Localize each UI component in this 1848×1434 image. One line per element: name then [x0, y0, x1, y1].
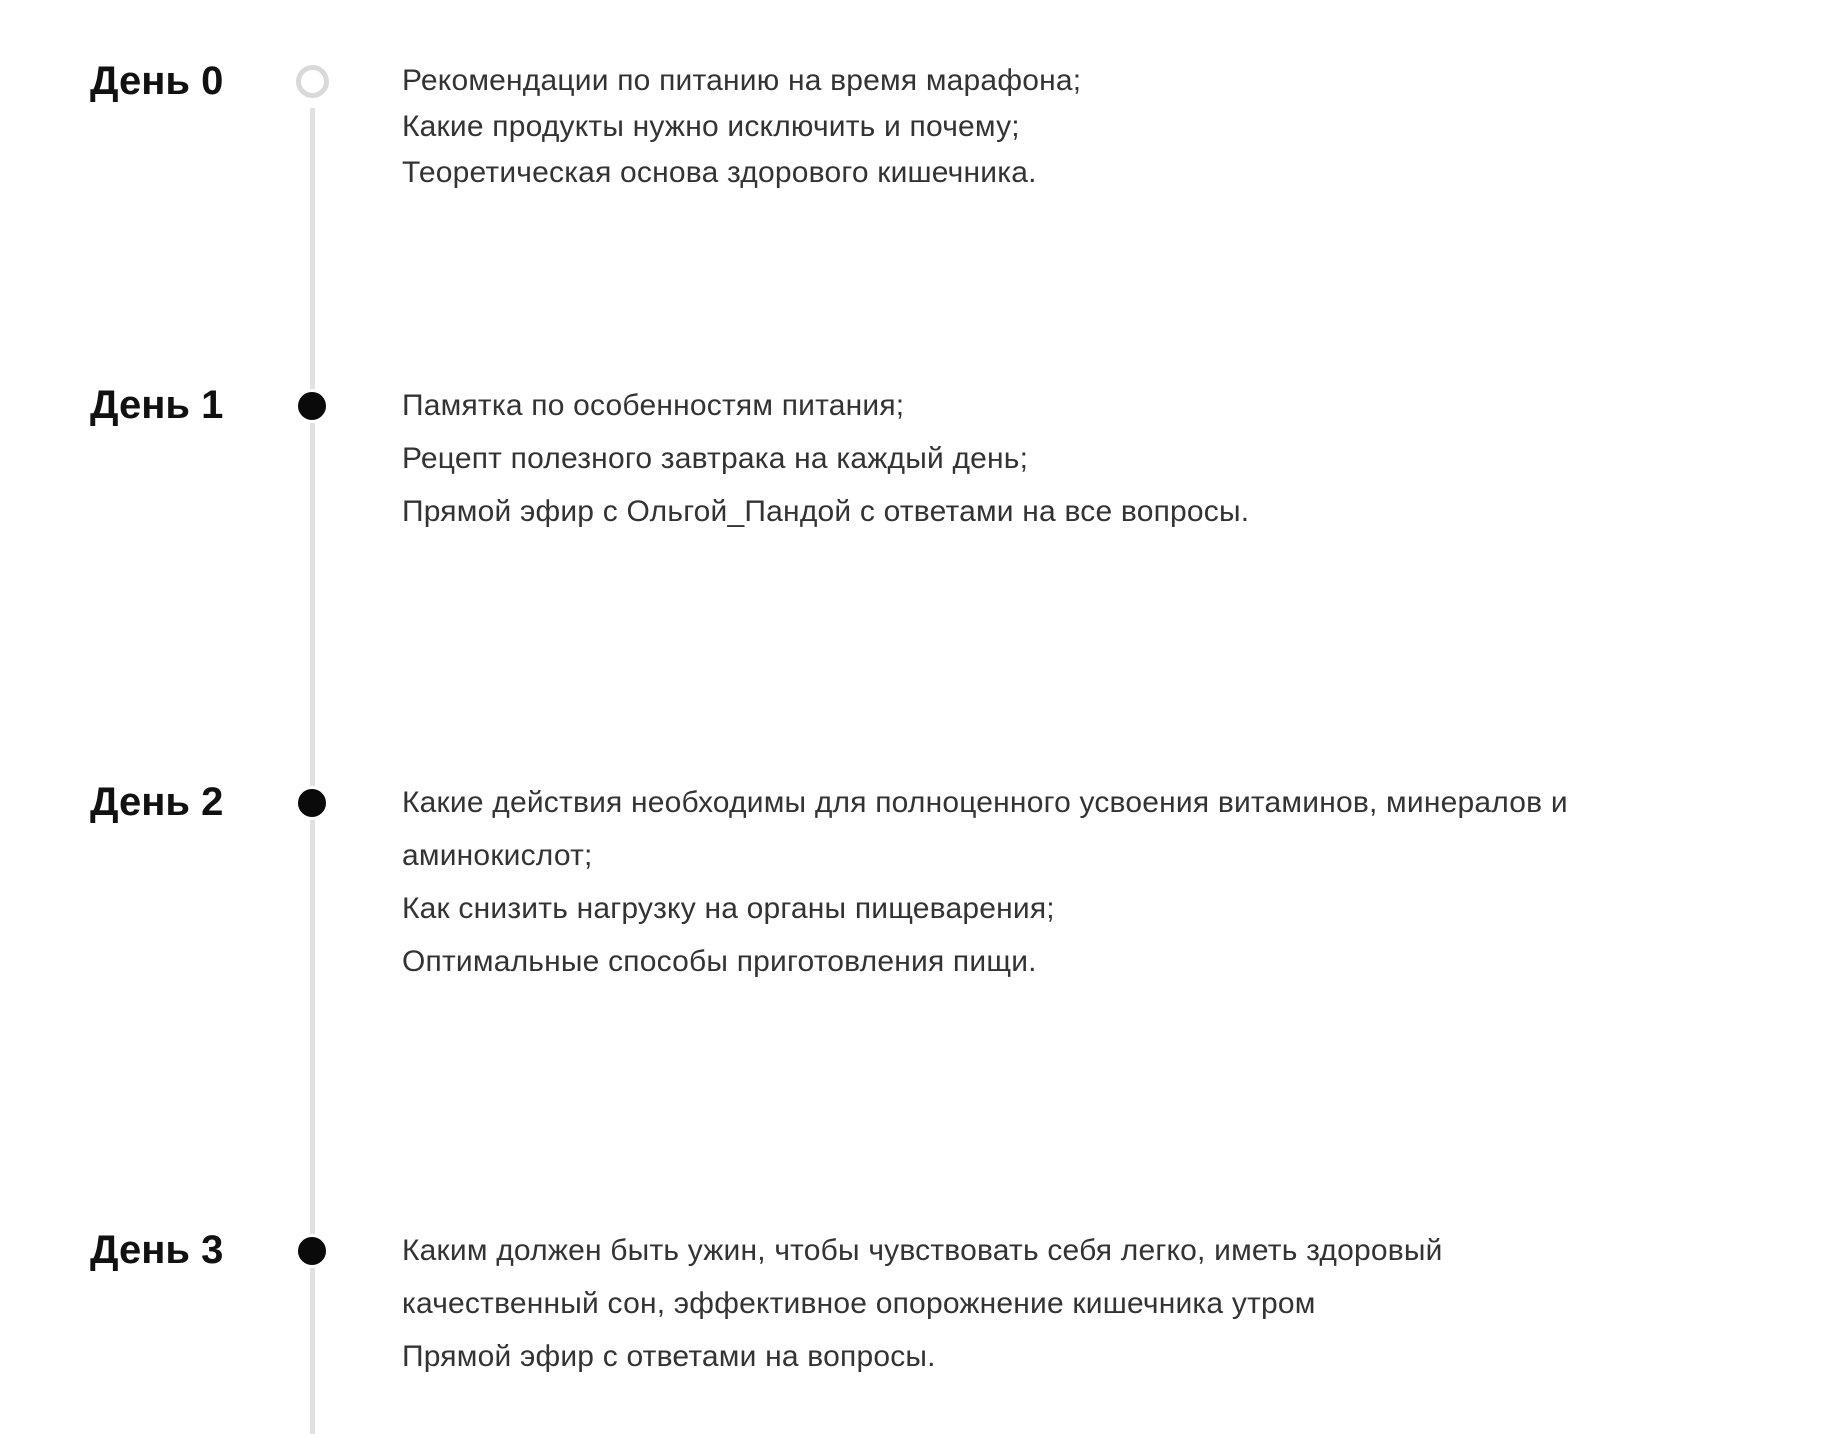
day-description-line: Как снизить нагрузку на органы пищеварения; — [402, 892, 1055, 925]
day-description-line: качественный сон, эффективное опорожнение кишечника утром — [402, 1287, 1316, 1320]
day-label: День 2 — [90, 780, 224, 824]
timeline-dot-hollow-icon — [296, 65, 329, 98]
day-label: День 3 — [90, 1228, 224, 1272]
timeline-dot-filled-icon — [295, 1234, 329, 1268]
day-description-line: Прямой эфир с Ольгой_Пандой с ответами на все вопросы. — [402, 495, 1250, 528]
day-description — [402, 58, 1081, 196]
day-description-line: Теоретическая основа здорового кишечника. — [402, 156, 1037, 189]
day-description — [402, 379, 1249, 538]
timeline-dot-filled-icon — [295, 389, 329, 423]
day-description-line: Памятка по особенностям питания; — [402, 389, 905, 422]
day-description-line: Каким должен быть ужин, чтобы чувствовать себя легко, иметь здоровый — [402, 1234, 1443, 1267]
day-description-line: Прямой эфир с ответами на вопросы. — [402, 1340, 936, 1373]
day-description-line: Рецепт полезного завтрака на каждый день; — [402, 442, 1029, 475]
day-description-line: аминокислот; — [402, 839, 593, 872]
day-description — [402, 776, 1568, 988]
day-description-line: Рекомендации по питанию на время марафона; — [402, 64, 1082, 97]
day-description-line: Какие продукты нужно исключить и почему; — [402, 110, 1020, 143]
day-description — [402, 1224, 1443, 1383]
day-description-line: Какие действия необходимы для полноценного усвоения витаминов, минералов и — [402, 786, 1568, 819]
timeline-dot-filled-icon — [295, 786, 329, 820]
day-label: День 1 — [90, 383, 224, 427]
day-label: День 0 — [90, 59, 224, 103]
day-description-line: Оптимальные способы приготовления пищи. — [402, 945, 1037, 978]
